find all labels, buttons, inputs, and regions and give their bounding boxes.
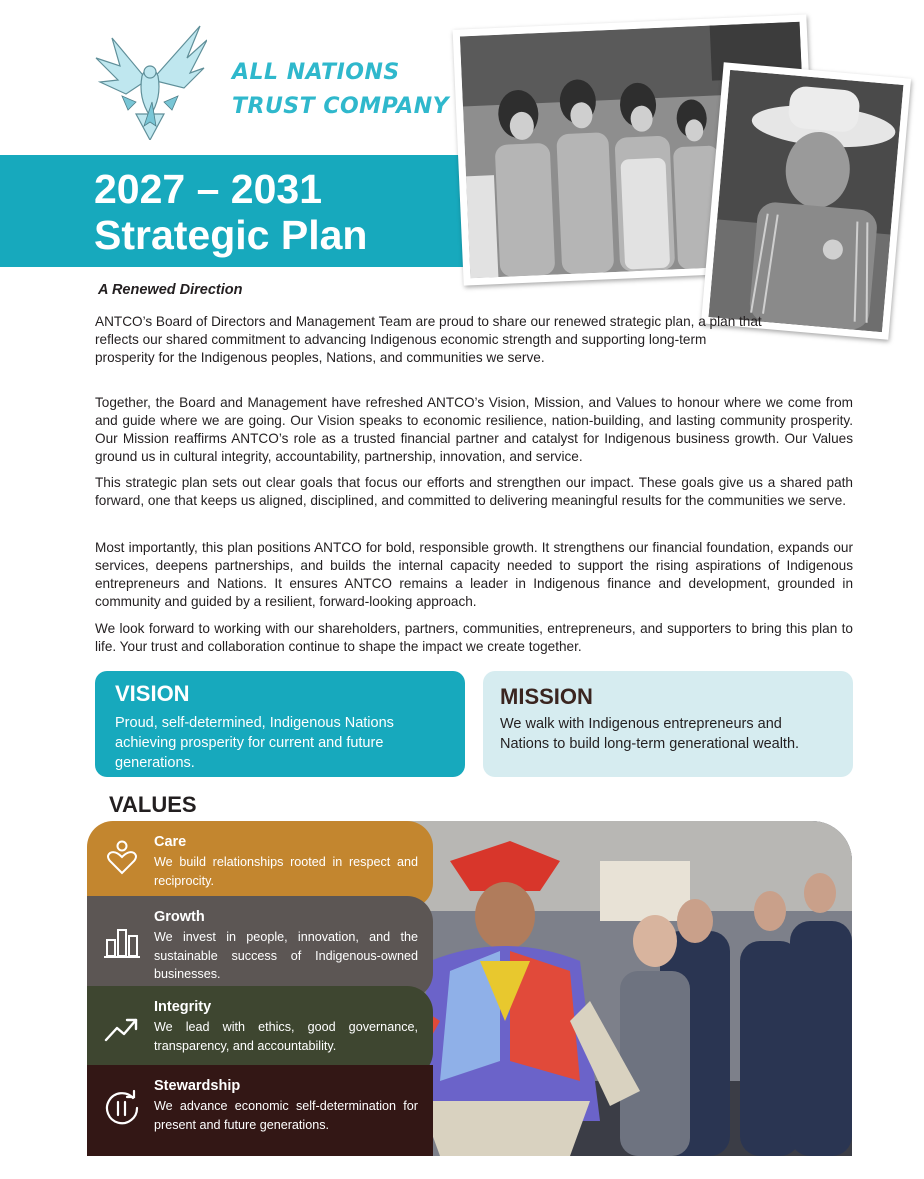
thunderbird-logo-icon bbox=[92, 18, 207, 140]
value-stewardship-title: Stewardship bbox=[154, 1078, 241, 1094]
value-integrity-text: We lead with ethics, good governance, transparency, and accountability. bbox=[154, 1020, 418, 1053]
mission-text: We walk with Indigenous entrepreneurs and Nations to build long-term generational wealth. bbox=[500, 716, 800, 752]
value-card-stewardship bbox=[87, 1065, 433, 1156]
brand-name bbox=[232, 56, 449, 124]
vision-heading: VISION bbox=[115, 681, 190, 706]
values-heading: VALUES bbox=[109, 792, 197, 817]
vision-box bbox=[95, 671, 465, 777]
value-care-text: We build relationships rooted in respect and reciprocity. bbox=[154, 855, 418, 888]
elder-photo bbox=[701, 62, 911, 339]
section-subheading: A Renewed Direction bbox=[98, 282, 243, 298]
intro-paragraph-4: Most importantly, this plan positions ANTCO for bold, responsible growth. It strengthens our financial foundation, expands our services, deepens partnerships, and builds the internal capacity needed to support the rising aspirations of Indigenous entrepreneurs and Nations. It ensures ANTCO remains a leader in Indigenous finance and development, grounded in community and guided by a resilient, forward-looking approach. bbox=[95, 540, 853, 609]
brand-line-1: ALL NATIONS bbox=[232, 60, 400, 85]
value-growth-title: Growth bbox=[154, 909, 205, 925]
value-growth-text: We invest in people, innovation, and the sustainable success of Indigenous-owned businesses. bbox=[154, 930, 418, 981]
mission-heading: MISSION bbox=[500, 684, 593, 709]
title-main: Strategic Plan bbox=[94, 212, 368, 258]
intro-paragraph-2: Together, the Board and Management have refreshed ANTCO’s Vision, Mission, and Values to honour where we come from and guide where we are going. Our Vision speaks to economic resilience, nation-building, and lasting community prosperity. Our Mission reaffirms ANTCO’s role as a trusted financial partner and catalyst for Indigenous business growth. Our Values ground us in cultural integrity, accountability, partnership, innovation, and service. bbox=[95, 395, 853, 464]
vision-text: Proud, self-determined, Indigenous Nations achieving prosperity for current and future generations. bbox=[115, 715, 394, 771]
bar-chart-icon bbox=[103, 922, 141, 960]
value-card-growth bbox=[87, 896, 433, 999]
intro-paragraph-5: We look forward to working with our shareholders, partners, communities, entrepreneurs, and supporters to bring this plan to life. Your trust and collaboration continue to shape the impact we create together. bbox=[95, 621, 853, 654]
value-care-title: Care bbox=[154, 834, 187, 850]
brand-line-2: TRUST COMPANY bbox=[232, 94, 450, 119]
value-stewardship-text: We advance economic self-determination for present and future generations. bbox=[154, 1099, 418, 1132]
page-title bbox=[94, 166, 367, 258]
mission-box bbox=[483, 671, 853, 777]
title-years: 2027 – 2031 bbox=[94, 166, 323, 212]
value-integrity-title: Integrity bbox=[154, 999, 212, 1015]
intro-paragraph-3: This strategic plan sets out clear goals that focus our efforts and strengthen our impact. These goals give us a shared path forward, one that keeps us aligned, disciplined, and committed to delivering meaningful results for the communities we serve. bbox=[95, 475, 853, 508]
cycle-pause-icon bbox=[103, 1089, 141, 1127]
trend-up-icon bbox=[103, 1010, 141, 1048]
intro-paragraph-1: ANTCO’s Board of Directors and Management Team are proud to share our renewed strategic plan, a plan that reflects our shared commitment to advancing Indigenous economic strength and supporting long-term prosperity for the Indigenous peoples, Nations, and communities we serve. bbox=[95, 314, 762, 365]
heart-person-icon bbox=[103, 839, 141, 877]
